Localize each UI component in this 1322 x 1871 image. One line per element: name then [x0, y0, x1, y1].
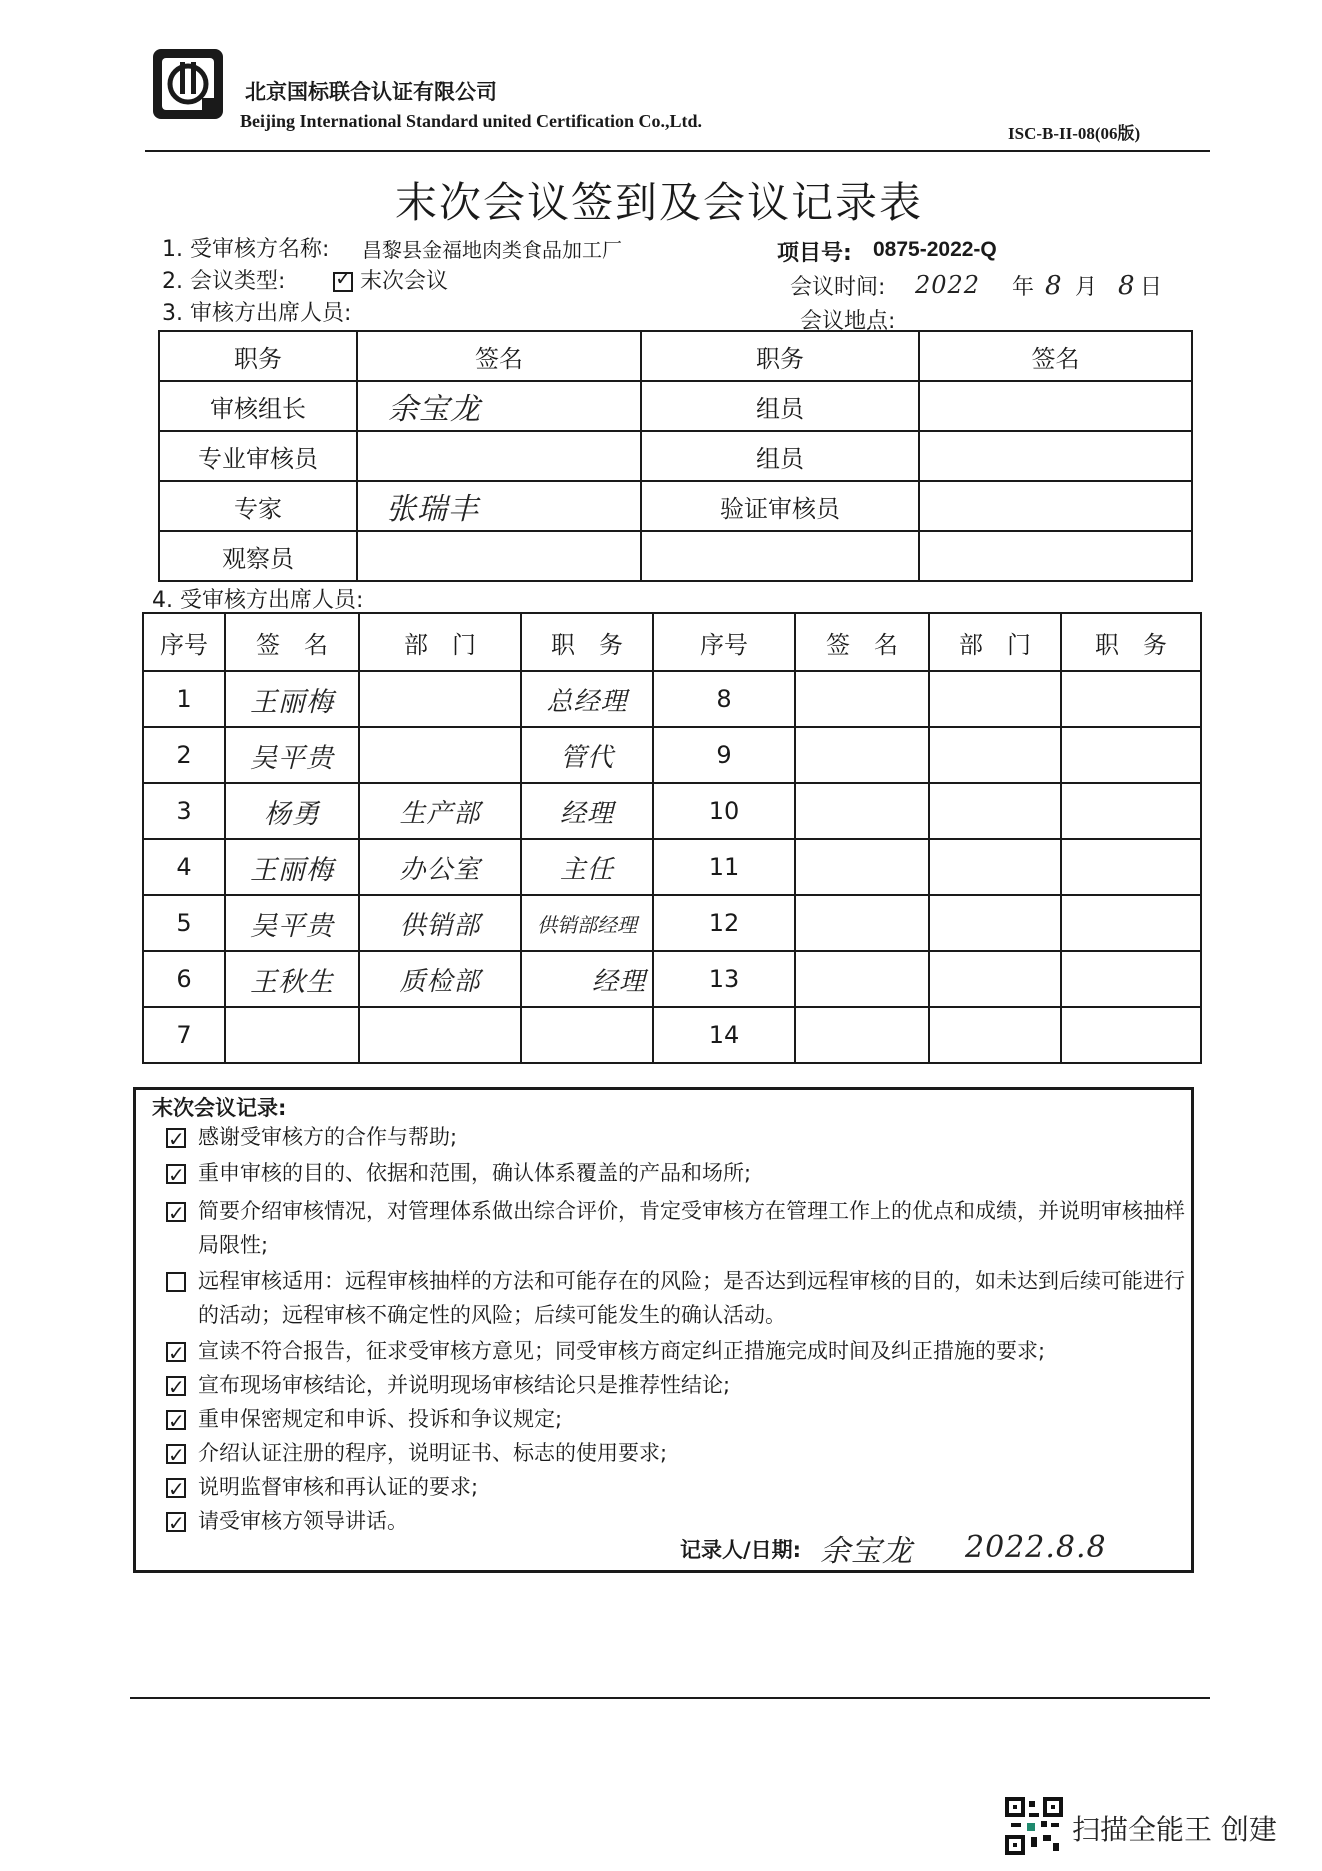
role-cell: 验证审核员: [641, 481, 919, 531]
row-name-2: [795, 671, 929, 727]
meeting-type: [333, 264, 448, 295]
note-checkbox[interactable]: [166, 1202, 186, 1222]
auditee-name-value: 昌黎县金福地肉类食品加工厂: [362, 238, 622, 262]
signature-cell: [919, 431, 1192, 481]
row-name: 吴平贵: [225, 895, 359, 951]
auditee-name-label: 1. 受审核方名称:: [162, 237, 330, 262]
note-item-3: [160, 1194, 1198, 1262]
scanner-watermark: 扫描全能王 创建: [1072, 1813, 1277, 1846]
month-unit: 月: [1075, 275, 1098, 300]
row-no-2: 10: [653, 783, 795, 839]
meeting-type-checkbox[interactable]: [333, 272, 353, 292]
row-no-2: 14: [653, 1007, 795, 1063]
row-name-2: [795, 895, 929, 951]
role-cell: 组员: [641, 431, 919, 481]
signature-cell: [357, 431, 641, 481]
row-dept: [359, 1007, 521, 1063]
note-item-5: [160, 1334, 1198, 1368]
row-name: 王丽梅: [225, 839, 359, 895]
company-name-cn: 北京国标联合认证有限公司: [245, 80, 497, 104]
header-role-left: 职务: [159, 331, 357, 381]
header-sign-right: 签名: [919, 331, 1192, 381]
row-dept: 生产部: [359, 783, 521, 839]
signature-cell: [919, 531, 1192, 581]
note-item-4: [160, 1264, 1198, 1332]
company-logo: [150, 46, 226, 122]
note-text: 说明监督审核和再认证的要求;: [198, 1475, 479, 1499]
row-no-2: 8: [653, 671, 795, 727]
row-no-2: 13: [653, 951, 795, 1007]
row-title: 总经理: [521, 671, 653, 727]
header-rule: [145, 150, 1210, 152]
note-checkbox[interactable]: [166, 1342, 186, 1362]
row-name-2: [795, 727, 929, 783]
header-title-2: 职 务: [1061, 613, 1201, 671]
note-checkbox[interactable]: [166, 1410, 186, 1430]
note-item-9: [160, 1470, 1198, 1504]
note-text: 远程审核适用：远程审核抽样的方法和可能存在的风险；是否达到远程审核的目的，如未达到后续可能进行的活动；远程审核不确定性的风险；后续可能发生的确认活动。: [198, 1269, 1185, 1327]
row-title-2: [1061, 1007, 1201, 1063]
row-title: 经理: [521, 951, 653, 1007]
row-dept-2: [929, 727, 1061, 783]
signature-cell: [919, 481, 1192, 531]
row-title-2: [1061, 951, 1201, 1007]
row-dept: 供销部: [359, 895, 521, 951]
signature-cell: [919, 381, 1192, 431]
signature-cell: 余宝龙: [357, 381, 641, 431]
note-text: 重申审核的目的、依据和范围，确认体系覆盖的产品和场所;: [198, 1161, 752, 1185]
row-dept-2: [929, 1007, 1061, 1063]
note-item-6: [160, 1368, 1198, 1402]
header-role-right: 职务: [641, 331, 919, 381]
note-item-7: [160, 1402, 1198, 1436]
row-name: 吴平贵: [225, 727, 359, 783]
row-title: [521, 1007, 653, 1063]
row-dept-2: [929, 839, 1061, 895]
note-text: 请受审核方领导讲话。: [198, 1509, 408, 1533]
row-title-2: [1061, 727, 1201, 783]
row-title-2: [1061, 671, 1201, 727]
row-dept: 质检部: [359, 951, 521, 1007]
row-name-2: [795, 951, 929, 1007]
signature-cell: [357, 531, 641, 581]
role-cell: [641, 531, 919, 581]
project-label: 项目号:: [777, 241, 852, 266]
row-dept: 办公室: [359, 839, 521, 895]
day-unit: 日: [1140, 275, 1163, 300]
row-no-2: 11: [653, 839, 795, 895]
row-name-2: [795, 783, 929, 839]
row-title-2: [1061, 895, 1201, 951]
meeting-type-label: 2. 会议类型:: [162, 269, 286, 294]
row-title: 主任: [521, 839, 653, 895]
meeting-notes-title: 末次会议记录:: [152, 1096, 287, 1120]
role-cell: 专业审核员: [159, 431, 357, 481]
auditee-table: [142, 612, 1202, 1064]
recorder-signature: 余宝龙: [820, 1534, 913, 1569]
note-text: 简要介绍审核情况，对管理体系做出综合评价，肯定受审核方在管理工作上的优点和成绩，并说明审核抽样局限性;: [198, 1199, 1185, 1257]
row-name: 杨勇: [225, 783, 359, 839]
note-text: 感谢受审核方的合作与帮助;: [198, 1125, 458, 1149]
row-no: 6: [143, 951, 225, 1007]
meeting-day: 8: [1118, 271, 1136, 301]
row-no: 3: [143, 783, 225, 839]
form-code: ISC-B-II-08(06版): [1008, 124, 1141, 143]
row-name: [225, 1007, 359, 1063]
row-dept: [359, 671, 521, 727]
role-cell: 审核组长: [159, 381, 357, 431]
auditor-table: [158, 330, 1193, 582]
row-no-2: 12: [653, 895, 795, 951]
note-checkbox[interactable]: [166, 1128, 186, 1148]
row-no: 2: [143, 727, 225, 783]
header-dept: 部 门: [359, 613, 521, 671]
project-value: 0875-2022-Q: [873, 238, 997, 261]
row-name: 王秋生: [225, 951, 359, 1007]
company-name-en: Beijing International Standard united Certification Co.,Ltd.: [240, 111, 703, 131]
location-label: 会议地点:: [800, 309, 896, 334]
page-title: 末次会议签到及会议记录表: [395, 178, 924, 227]
note-text: 重申保密规定和申诉、投诉和争议规定;: [198, 1407, 563, 1431]
bottom-rule: [130, 1697, 1210, 1699]
row-name-2: [795, 1007, 929, 1063]
header-no: 序号: [143, 613, 225, 671]
qr-code-icon: [1005, 1797, 1063, 1855]
note-text: 宣布现场审核结论，并说明现场审核结论只是推荐性结论;: [198, 1373, 731, 1397]
recorder-label: 记录人/日期:: [680, 1538, 802, 1562]
note-item-8: [160, 1436, 1198, 1470]
meeting-time-label: 会议时间:: [790, 275, 886, 300]
year-unit: 年: [1012, 275, 1035, 300]
row-title: 管代: [521, 727, 653, 783]
role-cell: 专家: [159, 481, 357, 531]
header-name: 签 名: [225, 613, 359, 671]
row-title: 经理: [521, 783, 653, 839]
row-no: 4: [143, 839, 225, 895]
note-item-2: [160, 1156, 1198, 1190]
row-dept-2: [929, 895, 1061, 951]
row-no: 7: [143, 1007, 225, 1063]
meeting-month: 8: [1045, 271, 1063, 301]
role-cell: 观察员: [159, 531, 357, 581]
row-dept-2: [929, 783, 1061, 839]
auditee-attendees-label: 4. 受审核方出席人员:: [152, 588, 364, 613]
row-dept-2: [929, 951, 1061, 1007]
row-title-2: [1061, 783, 1201, 839]
meeting-year: 2022: [915, 271, 981, 299]
row-no: 1: [143, 671, 225, 727]
signature-cell: 张瑞丰: [357, 481, 641, 531]
note-checkbox[interactable]: [166, 1272, 186, 1292]
note-checkbox[interactable]: [166, 1512, 186, 1532]
row-no-2: 9: [653, 727, 795, 783]
header-title: 职 务: [521, 613, 653, 671]
header-sign-left: 签名: [357, 331, 641, 381]
auditor-attendees-label: 3. 审核方出席人员:: [162, 301, 352, 326]
header-no-2: 序号: [653, 613, 795, 671]
role-cell: 组员: [641, 381, 919, 431]
note-text: 宣读不符合报告，征求受审核方意见；同受审核方商定纠正措施完成时间及纠正措施的要求;: [198, 1339, 1046, 1363]
header-name-2: 签 名: [795, 613, 929, 671]
row-no: 5: [143, 895, 225, 951]
header-dept-2: 部 门: [929, 613, 1061, 671]
note-item-1: [160, 1120, 1198, 1154]
row-dept: [359, 727, 521, 783]
recorder-date: 2022.8.8: [965, 1530, 1107, 1565]
meeting-type-value: 末次会议: [360, 269, 449, 294]
note-checkbox[interactable]: [166, 1444, 186, 1464]
note-checkbox[interactable]: [166, 1478, 186, 1498]
note-text: 介绍认证注册的程序，说明证书、标志的使用要求;: [198, 1441, 668, 1465]
note-checkbox[interactable]: [166, 1376, 186, 1396]
note-checkbox[interactable]: [166, 1164, 186, 1184]
row-name-2: [795, 839, 929, 895]
row-dept-2: [929, 671, 1061, 727]
row-title-2: [1061, 839, 1201, 895]
row-title: 供销部经理: [521, 895, 653, 951]
row-name: 王丽梅: [225, 671, 359, 727]
